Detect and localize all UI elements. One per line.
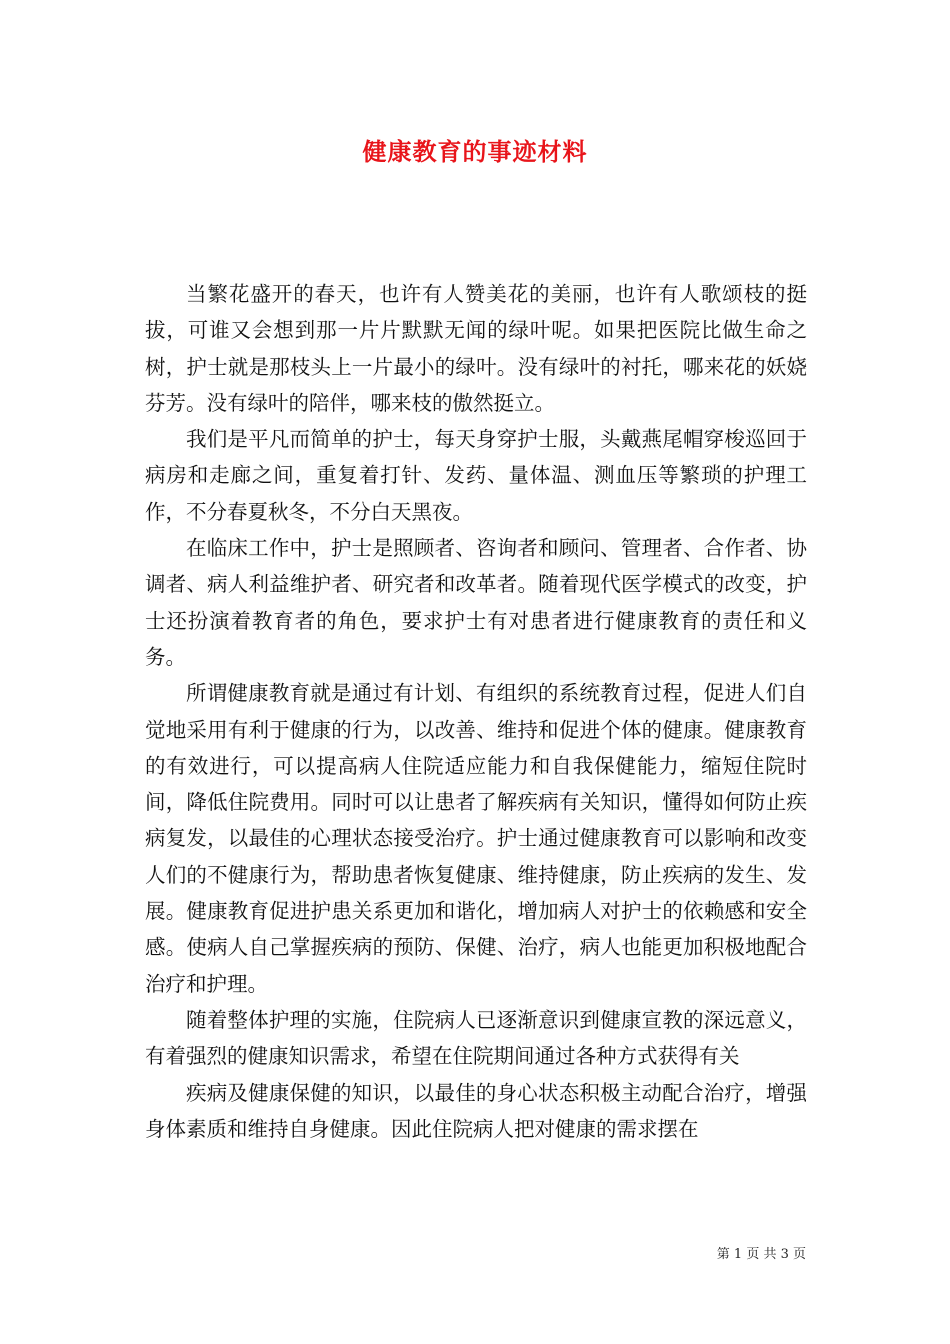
paragraph: 当繁花盛开的春天，也许有人赞美花的美丽，也许有人歌颂枝的挺拔，可谁又会想到那一片片默默无闻的绿叶呢。如果把医院比做生命之树，护士就是那枝头上一片最小的绿叶。没有绿叶的衬托，哪来花的妖娆芬芳。没有绿叶的陪伴，哪来枝的傲然挺立。 — [145, 282, 807, 415]
page-number-footer: 第 1 页 共 3 页 — [716, 1247, 806, 1262]
paragraph: 随着整体护理的实施，住院病人已逐渐意识到健康宣教的深远意义，有着强烈的健康知识需求，希望在住院期间通过各种方式获得有关 — [145, 1007, 807, 1069]
paragraph: 疾病及健康保健的知识，以最佳的身心状态积极主动配合治疗，增强身体素质和维持自身健康。因此住院病人把对健康的需求摆在 — [145, 1080, 807, 1141]
paragraph: 在临床工作中，护士是照顾者、咨询者和顾问、管理者、合作者、协调者、病人利益维护者、研究者和改革者。随着现代医学模式的改变，护士还扮演着教育者的角色，要求护士有对患者进行健康教育的责任和义务。 — [145, 536, 807, 669]
document-body — [145, 276, 807, 1147]
paragraph: 我们是平凡而简单的护士，每天身穿护士服，头戴燕尾帽穿梭巡回于病房和走廊之间，重复着打针、发药、量体温、测血压等繁琐的护理工作，不分春夏秋冬，不分白天黑夜。 — [145, 427, 807, 524]
paragraph: 所谓健康教育就是通过有计划、有组织的系统教育过程，促进人们自觉地采用有利于健康的行为，以改善、维持和促进个体的健康。健康教育的有效进行，可以提高病人住院适应能力和自我保健能力，缩短住院时间，降低住院费用。同时可以让患者了解疾病有关知识，懂得如何防止疾病复发，以最佳的心理状态接受治疗。护士通过健康教育可以影响和改变人们的不健康行为，帮助患者恢复健康、维持健康，防止疾病的发生、发展。健康教育促进护患关系更加和谐化，增加病人对护士的依赖感和安全感。使病人自己掌握疾病的预防、保健、治疗，病人也能更加积极地配合治疗和护理。 — [145, 681, 807, 996]
document-title: 健康教育的事迹材料 — [362, 137, 588, 166]
